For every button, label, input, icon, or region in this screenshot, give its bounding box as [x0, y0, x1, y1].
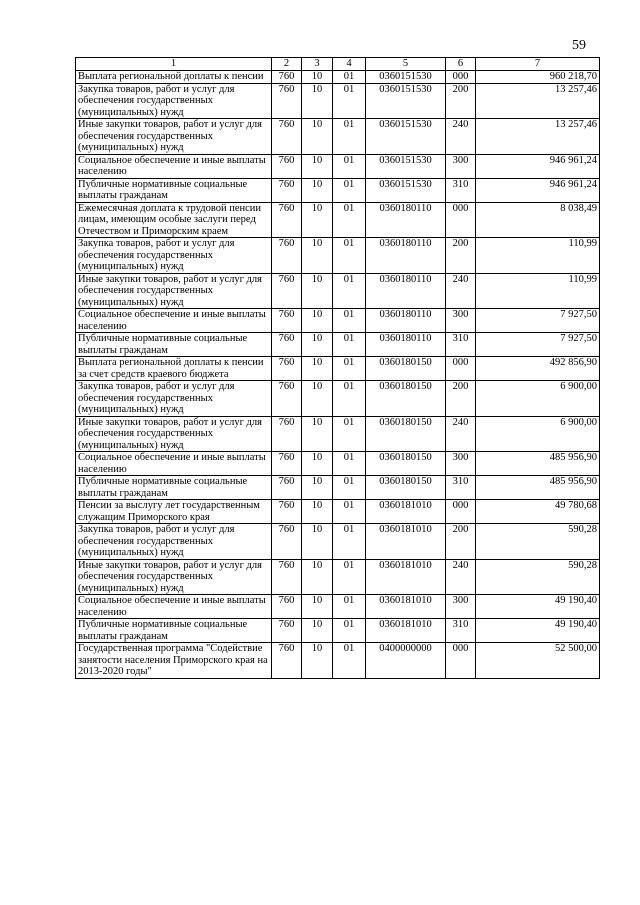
row-name-cell: Социальное обеспечение и иные выплаты населению — [76, 452, 272, 476]
table-row — [76, 524, 600, 560]
row-code-cell: 01 — [333, 154, 366, 178]
row-sum-cell: 110,99 — [476, 273, 600, 309]
row-code-cell: 10 — [302, 71, 333, 84]
row-code-cell: 300 — [446, 595, 476, 619]
row-code-cell: 01 — [333, 202, 366, 238]
row-code-cell: 760 — [272, 178, 302, 202]
row-sum-cell: 946 961,24 — [476, 154, 600, 178]
row-name-cell: Закупка товаров, работ и услуг для обеспечения государственных (муниципальных) нужд — [76, 238, 272, 274]
row-sum-cell: 7 927,50 — [476, 333, 600, 357]
row-code-cell: 01 — [333, 333, 366, 357]
row-code-cell: 0360180110 — [366, 202, 446, 238]
row-code-cell: 240 — [446, 273, 476, 309]
row-code-cell: 240 — [446, 119, 476, 155]
row-sum-cell: 485 956,90 — [476, 476, 600, 500]
row-code-cell: 01 — [333, 619, 366, 643]
table-row — [76, 559, 600, 595]
row-code-cell: 760 — [272, 524, 302, 560]
row-code-cell: 0360180150 — [366, 416, 446, 452]
row-sum-cell: 13 257,46 — [476, 83, 600, 119]
budget-table — [75, 57, 600, 679]
row-code-cell: 200 — [446, 83, 476, 119]
row-code-cell: 10 — [302, 476, 333, 500]
row-sum-cell: 6 900,00 — [476, 416, 600, 452]
row-sum-cell: 492 856,90 — [476, 357, 600, 381]
row-code-cell: 0400000000 — [366, 643, 446, 679]
row-code-cell: 310 — [446, 476, 476, 500]
row-code-cell: 01 — [333, 381, 366, 417]
row-code-cell: 01 — [333, 500, 366, 524]
table-row — [76, 83, 600, 119]
row-sum-cell: 946 961,24 — [476, 178, 600, 202]
row-code-cell: 0360180150 — [366, 452, 446, 476]
row-code-cell: 01 — [333, 309, 366, 333]
header-cell: 6 — [446, 58, 476, 71]
row-name-cell: Иные закупки товаров, работ и услуг для обеспечения государственных (муниципальных) нужд — [76, 119, 272, 155]
row-name-cell: Закупка товаров, работ и услуг для обеспечения государственных (муниципальных) нужд — [76, 83, 272, 119]
row-name-cell: Закупка товаров, работ и услуг для обеспечения государственных (муниципальных) нужд — [76, 381, 272, 417]
row-sum-cell: 8 038,49 — [476, 202, 600, 238]
row-code-cell: 0360181010 — [366, 500, 446, 524]
table-row — [76, 202, 600, 238]
row-code-cell: 760 — [272, 476, 302, 500]
row-code-cell: 0360151530 — [366, 71, 446, 84]
row-name-cell: Пенсии за выслугу лет государственным служащим Приморского края — [76, 500, 272, 524]
row-code-cell: 760 — [272, 559, 302, 595]
row-code-cell: 760 — [272, 333, 302, 357]
row-code-cell: 0360180150 — [366, 357, 446, 381]
row-name-cell: Социальное обеспечение и иные выплаты населению — [76, 595, 272, 619]
row-code-cell: 200 — [446, 524, 476, 560]
row-code-cell: 000 — [446, 202, 476, 238]
row-sum-cell: 52 500,00 — [476, 643, 600, 679]
header-cell: 7 — [476, 58, 600, 71]
row-code-cell: 10 — [302, 595, 333, 619]
row-code-cell: 10 — [302, 273, 333, 309]
row-code-cell: 10 — [302, 559, 333, 595]
row-name-cell: Выплата региональной доплаты к пенсии за счет средств краевого бюджета — [76, 357, 272, 381]
row-sum-cell: 485 956,90 — [476, 452, 600, 476]
row-code-cell: 0360181010 — [366, 619, 446, 643]
row-code-cell: 200 — [446, 381, 476, 417]
row-code-cell: 760 — [272, 357, 302, 381]
row-code-cell: 01 — [333, 524, 366, 560]
row-name-cell: Публичные нормативные социальные выплаты гражданам — [76, 619, 272, 643]
row-code-cell: 0360151530 — [366, 154, 446, 178]
row-code-cell: 310 — [446, 619, 476, 643]
row-sum-cell: 960 218,70 — [476, 71, 600, 84]
row-code-cell: 0360180110 — [366, 273, 446, 309]
row-code-cell: 760 — [272, 238, 302, 274]
row-sum-cell: 590,28 — [476, 524, 600, 560]
table-row — [76, 333, 600, 357]
page-number: 59 — [572, 38, 586, 53]
row-code-cell: 0360181010 — [366, 524, 446, 560]
row-code-cell: 0360181010 — [366, 595, 446, 619]
row-code-cell: 310 — [446, 333, 476, 357]
row-name-cell: Выплата региональной доплаты к пенсии — [76, 71, 272, 84]
row-code-cell: 240 — [446, 416, 476, 452]
row-code-cell: 01 — [333, 119, 366, 155]
row-code-cell: 760 — [272, 83, 302, 119]
row-name-cell: Публичные нормативные социальные выплаты гражданам — [76, 178, 272, 202]
header-cell: 4 — [333, 58, 366, 71]
row-code-cell: 760 — [272, 452, 302, 476]
table-row — [76, 643, 600, 679]
row-code-cell: 10 — [302, 202, 333, 238]
row-code-cell: 10 — [302, 416, 333, 452]
table-row — [76, 416, 600, 452]
row-code-cell: 0360180150 — [366, 476, 446, 500]
row-code-cell: 01 — [333, 559, 366, 595]
row-code-cell: 10 — [302, 178, 333, 202]
row-code-cell: 0360181010 — [366, 559, 446, 595]
row-code-cell: 760 — [272, 416, 302, 452]
row-code-cell: 0360180150 — [366, 381, 446, 417]
row-code-cell: 0360151530 — [366, 178, 446, 202]
row-code-cell: 10 — [302, 619, 333, 643]
row-sum-cell: 6 900,00 — [476, 381, 600, 417]
row-code-cell: 000 — [446, 643, 476, 679]
row-code-cell: 760 — [272, 309, 302, 333]
row-code-cell: 760 — [272, 595, 302, 619]
row-code-cell: 01 — [333, 178, 366, 202]
row-code-cell: 300 — [446, 154, 476, 178]
row-name-cell: Государственная программа "Содействие занятости населения Приморского края на 2013-2020 годы" — [76, 643, 272, 679]
row-code-cell: 760 — [272, 500, 302, 524]
row-sum-cell: 110,99 — [476, 238, 600, 274]
row-code-cell: 240 — [446, 559, 476, 595]
header-row — [76, 58, 600, 71]
row-code-cell: 10 — [302, 381, 333, 417]
row-sum-cell: 49 190,40 — [476, 595, 600, 619]
row-sum-cell: 49 190,40 — [476, 619, 600, 643]
row-code-cell: 01 — [333, 83, 366, 119]
header-cell: 5 — [366, 58, 446, 71]
row-name-cell: Публичные нормативные социальные выплаты гражданам — [76, 333, 272, 357]
row-code-cell: 10 — [302, 309, 333, 333]
row-code-cell: 0360151530 — [366, 83, 446, 119]
row-sum-cell: 13 257,46 — [476, 119, 600, 155]
row-sum-cell: 590,28 — [476, 559, 600, 595]
table-row — [76, 452, 600, 476]
row-code-cell: 10 — [302, 154, 333, 178]
row-code-cell: 0360151530 — [366, 119, 446, 155]
table-row — [76, 309, 600, 333]
row-sum-cell: 49 780,68 — [476, 500, 600, 524]
table-row — [76, 381, 600, 417]
header-cell: 1 — [76, 58, 272, 71]
row-code-cell: 10 — [302, 333, 333, 357]
table-row — [76, 71, 600, 84]
row-code-cell: 200 — [446, 238, 476, 274]
row-code-cell: 300 — [446, 452, 476, 476]
row-code-cell: 300 — [446, 309, 476, 333]
row-code-cell: 0360180110 — [366, 333, 446, 357]
row-sum-cell: 7 927,50 — [476, 309, 600, 333]
row-code-cell: 760 — [272, 273, 302, 309]
row-code-cell: 01 — [333, 71, 366, 84]
row-code-cell: 10 — [302, 83, 333, 119]
row-name-cell: Публичные нормативные социальные выплаты гражданам — [76, 476, 272, 500]
row-code-cell: 01 — [333, 452, 366, 476]
table-row — [76, 273, 600, 309]
row-code-cell: 01 — [333, 273, 366, 309]
row-name-cell: Ежемесячная доплата к трудовой пенсии лицам, имеющим особые заслуги перед Отечеством и Приморским краем — [76, 202, 272, 238]
row-code-cell: 000 — [446, 500, 476, 524]
table-row — [76, 154, 600, 178]
table-row — [76, 619, 600, 643]
row-code-cell: 01 — [333, 357, 366, 381]
row-code-cell: 01 — [333, 416, 366, 452]
row-code-cell: 000 — [446, 71, 476, 84]
row-code-cell: 760 — [272, 71, 302, 84]
row-name-cell: Социальное обеспечение и иные выплаты населению — [76, 154, 272, 178]
table-row — [76, 119, 600, 155]
row-code-cell: 10 — [302, 238, 333, 274]
table-row — [76, 595, 600, 619]
header-cell: 2 — [272, 58, 302, 71]
row-code-cell: 10 — [302, 119, 333, 155]
row-code-cell: 760 — [272, 619, 302, 643]
table-row — [76, 476, 600, 500]
table-row — [76, 178, 600, 202]
row-code-cell: 01 — [333, 643, 366, 679]
row-code-cell: 310 — [446, 178, 476, 202]
row-code-cell: 0360180110 — [366, 309, 446, 333]
header-cell: 3 — [302, 58, 333, 71]
row-code-cell: 10 — [302, 643, 333, 679]
table-row — [76, 357, 600, 381]
row-name-cell: Иные закупки товаров, работ и услуг для обеспечения государственных (муниципальных) нужд — [76, 559, 272, 595]
table-row — [76, 500, 600, 524]
row-code-cell: 0360180110 — [366, 238, 446, 274]
row-code-cell: 000 — [446, 357, 476, 381]
row-code-cell: 760 — [272, 119, 302, 155]
row-name-cell: Закупка товаров, работ и услуг для обеспечения государственных (муниципальных) нужд — [76, 524, 272, 560]
row-code-cell: 01 — [333, 238, 366, 274]
row-code-cell: 760 — [272, 643, 302, 679]
row-code-cell: 760 — [272, 154, 302, 178]
row-code-cell: 10 — [302, 357, 333, 381]
row-name-cell: Социальное обеспечение и иные выплаты населению — [76, 309, 272, 333]
row-code-cell: 760 — [272, 202, 302, 238]
row-name-cell: Иные закупки товаров, работ и услуг для обеспечения государственных (муниципальных) нужд — [76, 416, 272, 452]
row-code-cell: 10 — [302, 524, 333, 560]
row-code-cell: 10 — [302, 452, 333, 476]
row-code-cell: 01 — [333, 476, 366, 500]
row-code-cell: 01 — [333, 595, 366, 619]
row-code-cell: 760 — [272, 381, 302, 417]
row-name-cell: Иные закупки товаров, работ и услуг для обеспечения государственных (муниципальных) нужд — [76, 273, 272, 309]
row-code-cell: 10 — [302, 500, 333, 524]
table-row — [76, 238, 600, 274]
